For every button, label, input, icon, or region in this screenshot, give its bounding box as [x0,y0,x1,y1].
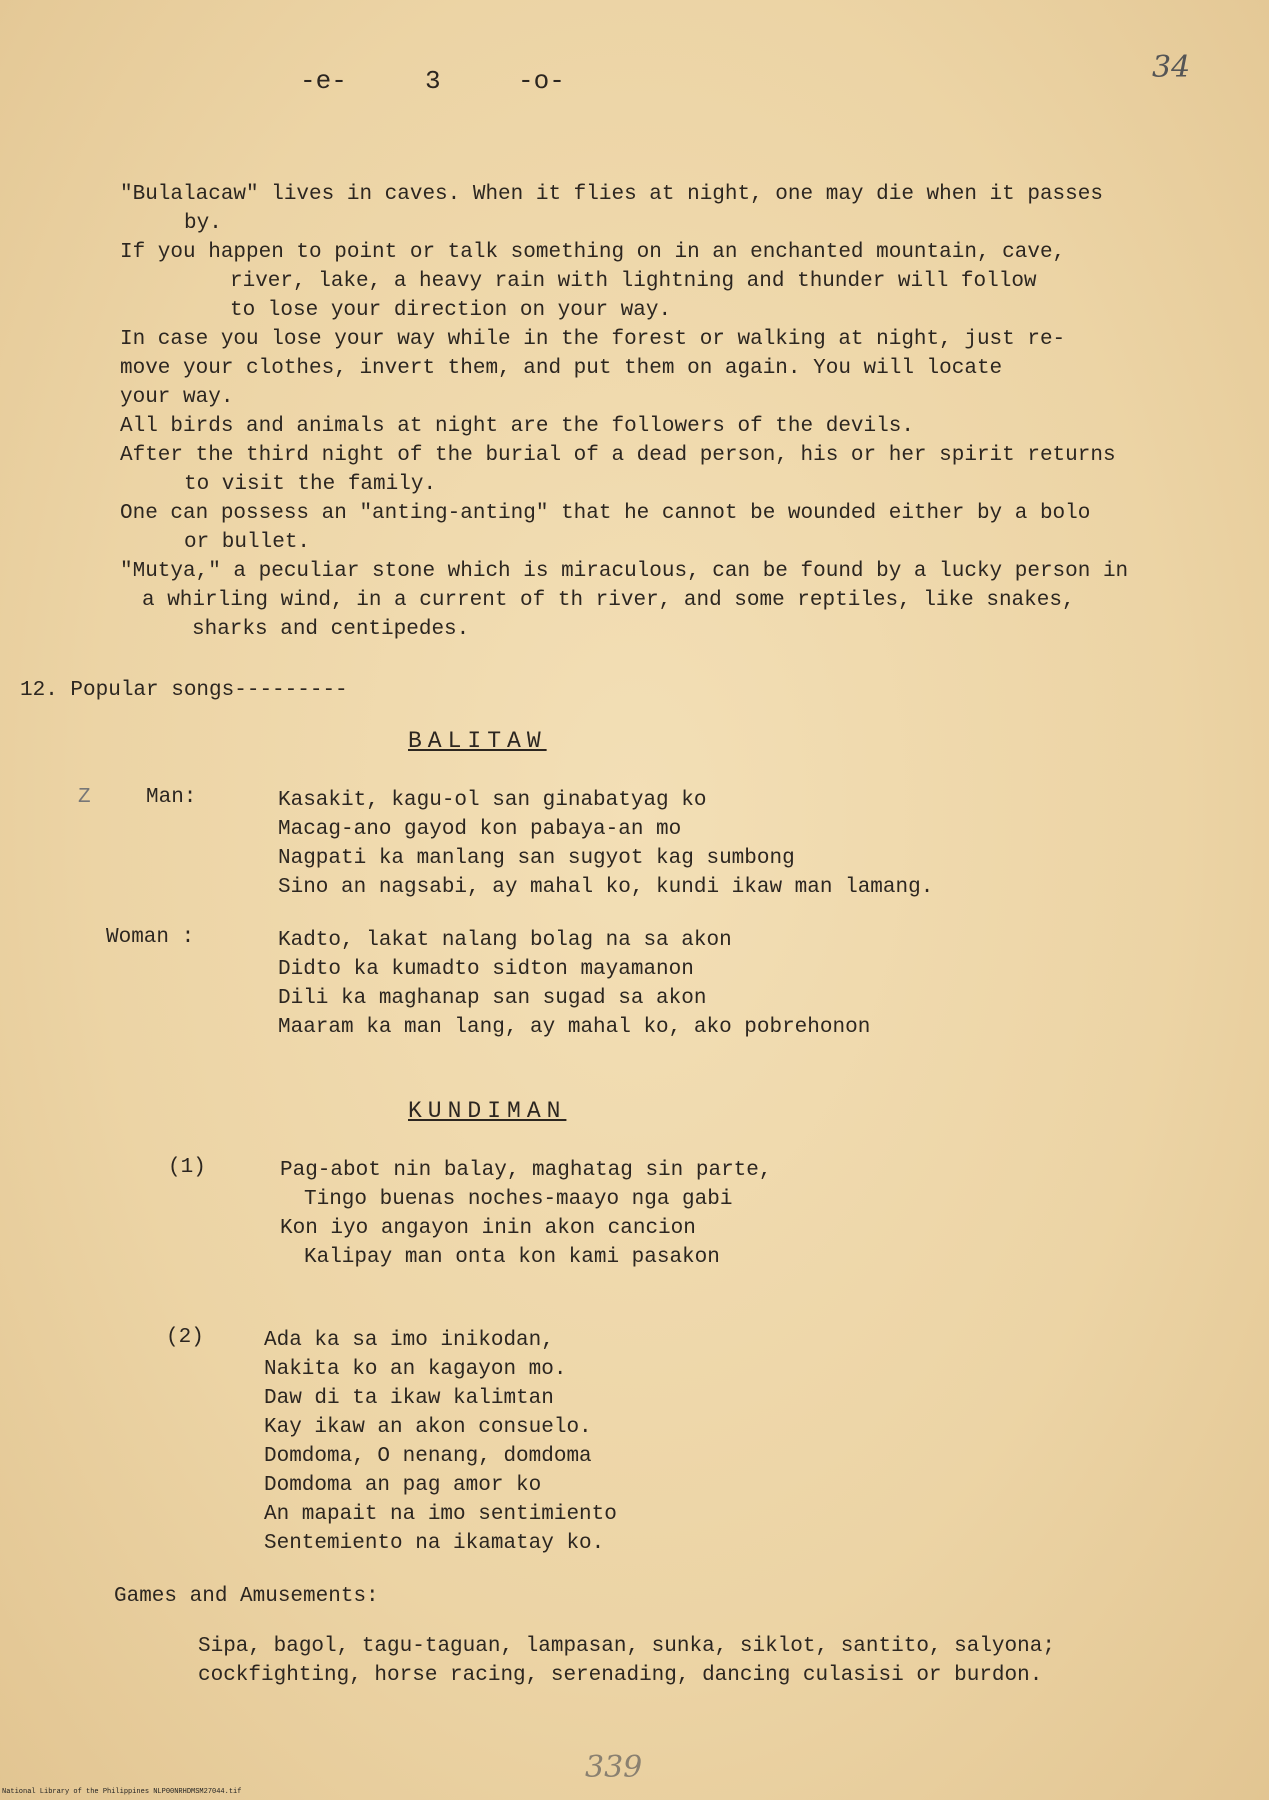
woman-verse [278,926,870,1042]
section-heading: 12. Popular songs--------- [20,679,348,702]
woman-label: Woman : [106,926,195,949]
verse-line: Kalipay man onta kon kami pasakon [304,1246,720,1269]
verse-line: Daw di ta ikaw kalimtan [264,1387,554,1410]
kundiman-verse-1 [280,1156,771,1272]
kundiman-verse-2 [264,1326,617,1558]
verse-line: Ada ka sa imo inikodan, [264,1329,554,1352]
page-number: 3 [425,66,441,96]
verse-line: Kay ikaw an akon consuelo. [264,1416,592,1439]
verse-line: Kon iyo angayon inin akon cancion [280,1217,696,1240]
kundiman-title: KUNDIMAN [408,1098,567,1124]
verse-line: Domdoma an pag amor ko [264,1474,542,1497]
text-line: "Mutya," a peculiar stone which is miraculous, can be found by a lucky person in [120,560,1129,583]
text-line: One can possess an "anting-anting" that he cannot be wounded either by a bolo [120,502,1091,525]
verse-line: Nagpati ka manlang san sugyot kag sumbong [278,847,795,870]
superstitions-block [120,180,1128,644]
text-line: If you happen to point or talk something on in an enchanted mountain, cave, [120,241,1066,264]
stamp-number: 339 [585,1750,643,1785]
footer-caption: National Library of the Philippines NLP00NRHDMSM27044.tif [2,1788,242,1796]
header-right-mark: -o- [518,66,565,96]
verse-line: Dili ka maghanap san sugad sa akon [278,987,707,1010]
folio-number: 34 [1152,50,1191,85]
verse-line: Maaram ka man lang, ay mahal ko, ako pobrehonon [278,1016,871,1039]
verse-line: Sentemiento na ikamatay ko. [264,1532,605,1555]
text-line: to visit the family. [184,473,437,496]
verse-2-label: (2) [166,1326,204,1349]
games-heading: Games and Amusements: [114,1585,379,1608]
verse-line: An mapait na imo sentimiento [264,1503,617,1526]
text-line: "Bulalacaw" lives in caves. When it flies at night, one may die when it passes [120,183,1103,206]
text-line: by. [184,212,222,235]
games-list [198,1632,1055,1690]
text-line: a whirling wind, in a current of th river, and some reptiles, like snakes, [142,589,1075,612]
verse-line: Domdoma, O nenang, domdoma [264,1445,592,1468]
text-line: move your clothes, invert them, and put them on again. You will locate [120,357,1003,380]
verse-line: Macag-ano gayod kon pabaya-an mo [278,818,682,841]
header-left-mark: -e- [300,66,347,96]
verse-line: Tingo buenas noches-maayo nga gabi [304,1188,733,1211]
text-line: Sipa, bagol, tagu-taguan, lampasan, sunka, siklot, santito, salyona; [198,1635,1055,1658]
text-line: to lose your direction on your way. [230,299,672,322]
margin-mark: Z [78,786,91,809]
verse-line: Sino an nagsabi, ay mahal ko, kundi ikaw man lamang. [278,876,934,899]
text-line: or bullet. [184,531,311,554]
man-verse [278,786,933,902]
text-line: After the third night of the burial of a dead person, his or her spirit returns [120,444,1116,467]
verse-line: Kadto, lakat nalang bolag na sa akon [278,929,732,952]
text-line: river, lake, a heavy rain with lightning and thunder will follow [230,270,1037,293]
man-label: Man: [146,786,197,809]
verse-line: Didto ka kumadto sidton mayamanon [278,958,694,981]
verse-line: Nakita ko an kagayon mo. [264,1358,567,1381]
text-line: All birds and animals at night are the followers of the devils. [120,415,914,438]
text-line: In case you lose your way while in the forest or walking at night, just re- [120,328,1066,351]
text-line: sharks and centipedes. [192,618,470,641]
text-line: your way. [120,386,234,409]
verse-1-label: (1) [168,1156,206,1179]
text-line: cockfighting, horse racing, serenading, dancing culasisi or burdon. [198,1664,1043,1687]
balitaw-title: BALITAW [408,728,547,754]
verse-line: Kasakit, kagu-ol san ginabatyag ko [278,789,707,812]
verse-line: Pag-abot nin balay, maghatag sin parte, [280,1159,772,1182]
